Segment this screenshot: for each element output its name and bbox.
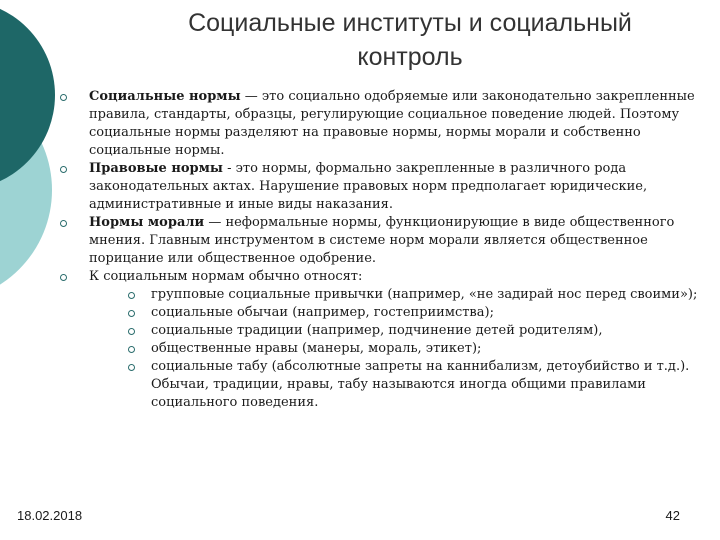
sub-item-text: социальные традиции (например, подчинение детей родителям), — [151, 323, 603, 338]
circle-bullet-icon — [128, 292, 135, 299]
sub-list-item — [60, 322, 700, 340]
list-item — [60, 160, 700, 214]
definition-social-norms: — это социально одобряемые или законодательно закрепленные правила, стандарты, образцы, регулирующие социальное поведение людей. Поэтому социальные нормы разделяют на правовые нормы, нормы морали и собственно социальные нормы. — [89, 89, 695, 158]
circle-bullet-icon — [60, 220, 67, 227]
term-social-norms: Социальные нормы — [89, 89, 241, 104]
sub-list-item — [60, 304, 700, 322]
circle-bullet-icon — [60, 166, 67, 173]
bullet-list — [60, 88, 700, 412]
slide-date: 18.02.2018 — [17, 508, 83, 523]
circle-bullet-icon — [128, 310, 135, 317]
term-moral-norms: Нормы морали — [89, 215, 205, 230]
sub-list-item — [60, 358, 700, 412]
sub-list-item — [60, 286, 700, 304]
term-legal-norms: Правовые нормы — [89, 161, 223, 176]
list-item — [60, 88, 700, 160]
circle-bullet-icon — [60, 94, 67, 101]
list-item — [60, 214, 700, 268]
sub-item-text: групповые социальные привычки (например, «не задирай нос перед своими»); — [151, 287, 698, 302]
sub-item-text: общественные нравы (манеры, мораль, этикет); — [151, 341, 482, 356]
social-norms-intro: К социальным нормам обычно относят: — [89, 269, 363, 284]
sub-item-text: социальные табу (абсолютные запреты на каннибализм, детоубийство и т.д.). Обычаи, традиции, нравы, табу называются иногда общими правилами социального поведения. — [151, 359, 690, 410]
sub-item-text: социальные обычаи (например, гостеприимства); — [151, 305, 494, 320]
definition-legal-norms: - это нормы, формально закрепленные в различного рода законодательных актах. Нарушение правовых норм предполагает юридические, административные и иные виды наказания. — [89, 161, 648, 212]
circle-bullet-icon — [60, 274, 67, 281]
slide-title: Социальные институты и социальный контроль — [188, 9, 632, 71]
circle-bullet-icon — [128, 364, 135, 371]
circle-bullet-icon — [128, 328, 135, 335]
sub-list-item — [60, 340, 700, 358]
definition-moral-norms: — неформальные нормы, функционирующие в виде общественного мнения. Главным инструментом в системе норм морали является общественное порицание или общественное одобрение. — [89, 215, 675, 266]
slide-page-number: 42 — [665, 508, 680, 523]
circle-bullet-icon — [128, 346, 135, 353]
list-item — [60, 268, 700, 286]
